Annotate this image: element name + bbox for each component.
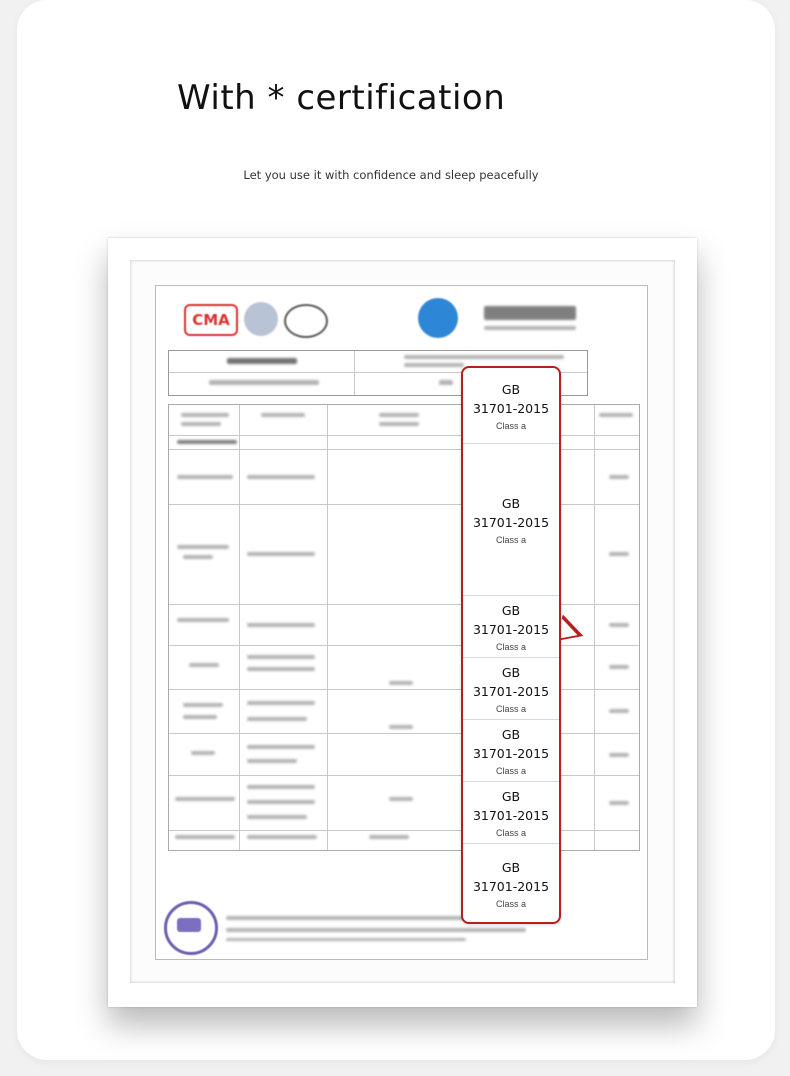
standard-cell: GB 31701-2015 Class a	[463, 782, 559, 844]
page-subtitle: Let you use it with confidence and sleep peacefully	[243, 168, 539, 182]
page-title: With * certification	[177, 78, 506, 118]
standard-cell: GB 31701-2015 Class a	[472, 859, 550, 909]
inspection-seal-icon	[164, 901, 218, 955]
lab-name-text	[484, 306, 576, 320]
standard-cell: GB 31701-2015 Class a	[463, 444, 559, 596]
standard-highlight-box	[461, 366, 561, 924]
ilac-logo	[244, 302, 278, 336]
standard-cell: GB 31701-2015 Class a	[463, 658, 559, 720]
standard-cell: GB 31701-2015 Class a	[463, 596, 559, 658]
cma-logo: CMA	[184, 304, 238, 336]
testing-lab-logo	[418, 298, 458, 338]
standard-cell: GB 31701-2015 Class a	[463, 368, 559, 444]
standard-cell: GB 31701-2015 Class a	[463, 720, 559, 782]
cnas-logo	[284, 304, 328, 338]
